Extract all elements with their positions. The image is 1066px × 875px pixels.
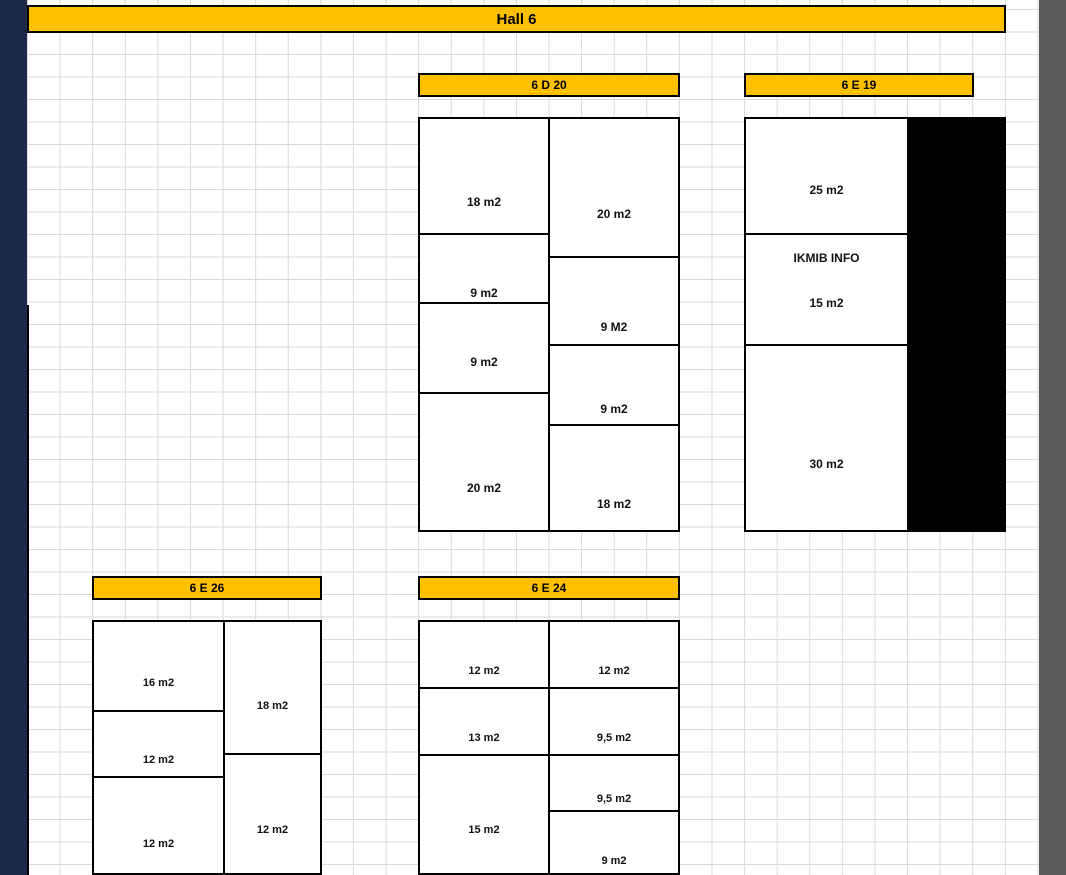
booth-cell[interactable] xyxy=(548,256,680,346)
window-edge xyxy=(1039,0,1066,875)
booth-size: 12 m2 xyxy=(468,665,500,677)
booth-cell[interactable] xyxy=(548,424,680,532)
booth-cell[interactable] xyxy=(92,710,225,778)
booth-cell[interactable] xyxy=(92,620,225,712)
booth-size: 18 m2 xyxy=(466,195,502,209)
booth-cell[interactable] xyxy=(548,344,680,426)
booth-cell[interactable] xyxy=(418,687,550,756)
sheet-border xyxy=(27,305,29,875)
booth-size: 9 M2 xyxy=(600,320,628,334)
booth-cell[interactable] xyxy=(418,754,550,875)
booth-size: 9,5 m2 xyxy=(596,793,632,805)
booth-name: IKMIB INFO xyxy=(793,251,860,265)
booth-size: 13 m2 xyxy=(468,732,500,744)
booth-cell[interactable] xyxy=(548,620,680,689)
booth-size: 9 m2 xyxy=(470,286,498,300)
block-label-6d20: 6 D 20 xyxy=(418,73,680,97)
booth-cell[interactable] xyxy=(548,117,680,258)
booth-size: 9 m2 xyxy=(600,402,628,416)
reserved-area xyxy=(907,117,1006,532)
booth-cell[interactable] xyxy=(92,776,225,875)
booth-size: 25 m2 xyxy=(809,183,844,197)
booth-size: 9,5 m2 xyxy=(596,732,632,744)
booth-size: 20 m2 xyxy=(596,207,632,221)
booth-cell[interactable] xyxy=(418,392,550,532)
block-label-6e19: 6 E 19 xyxy=(744,73,974,97)
booth-size: 15 m2 xyxy=(809,296,844,310)
booth-size: 12 m2 xyxy=(142,838,175,850)
booth-cell[interactable] xyxy=(418,620,550,689)
booth-size: 12 m2 xyxy=(142,754,175,766)
booth-cell[interactable] xyxy=(548,810,680,875)
booth-cell[interactable] xyxy=(548,754,680,812)
booth-cell[interactable] xyxy=(744,117,909,235)
booth-size: 18 m2 xyxy=(596,497,632,511)
booth-cell[interactable] xyxy=(223,620,322,755)
block-label-6e24: 6 E 24 xyxy=(418,576,680,600)
booth-size: 12 m2 xyxy=(256,824,289,836)
booth-cell[interactable] xyxy=(744,344,909,532)
booth-size: 20 m2 xyxy=(466,481,502,495)
booth-cell[interactable] xyxy=(418,117,550,235)
booth-cell[interactable] xyxy=(548,687,680,756)
booth-size: 12 m2 xyxy=(598,665,630,677)
booth-size: 15 m2 xyxy=(468,824,500,836)
block-label-6e26: 6 E 26 xyxy=(92,576,322,600)
booth-size: 16 m2 xyxy=(142,677,175,689)
booth-size: 30 m2 xyxy=(809,457,844,471)
booth-size: 9 m2 xyxy=(470,355,498,369)
booth-cell[interactable] xyxy=(418,302,550,394)
booth-cell-ikmib-info[interactable] xyxy=(744,233,909,346)
booth-cell[interactable] xyxy=(418,233,550,304)
booth-size: 18 m2 xyxy=(256,700,289,712)
hall-title: Hall 6 xyxy=(27,5,1006,33)
booth-cell[interactable] xyxy=(223,753,322,875)
booth-size: 9 m2 xyxy=(601,855,627,867)
